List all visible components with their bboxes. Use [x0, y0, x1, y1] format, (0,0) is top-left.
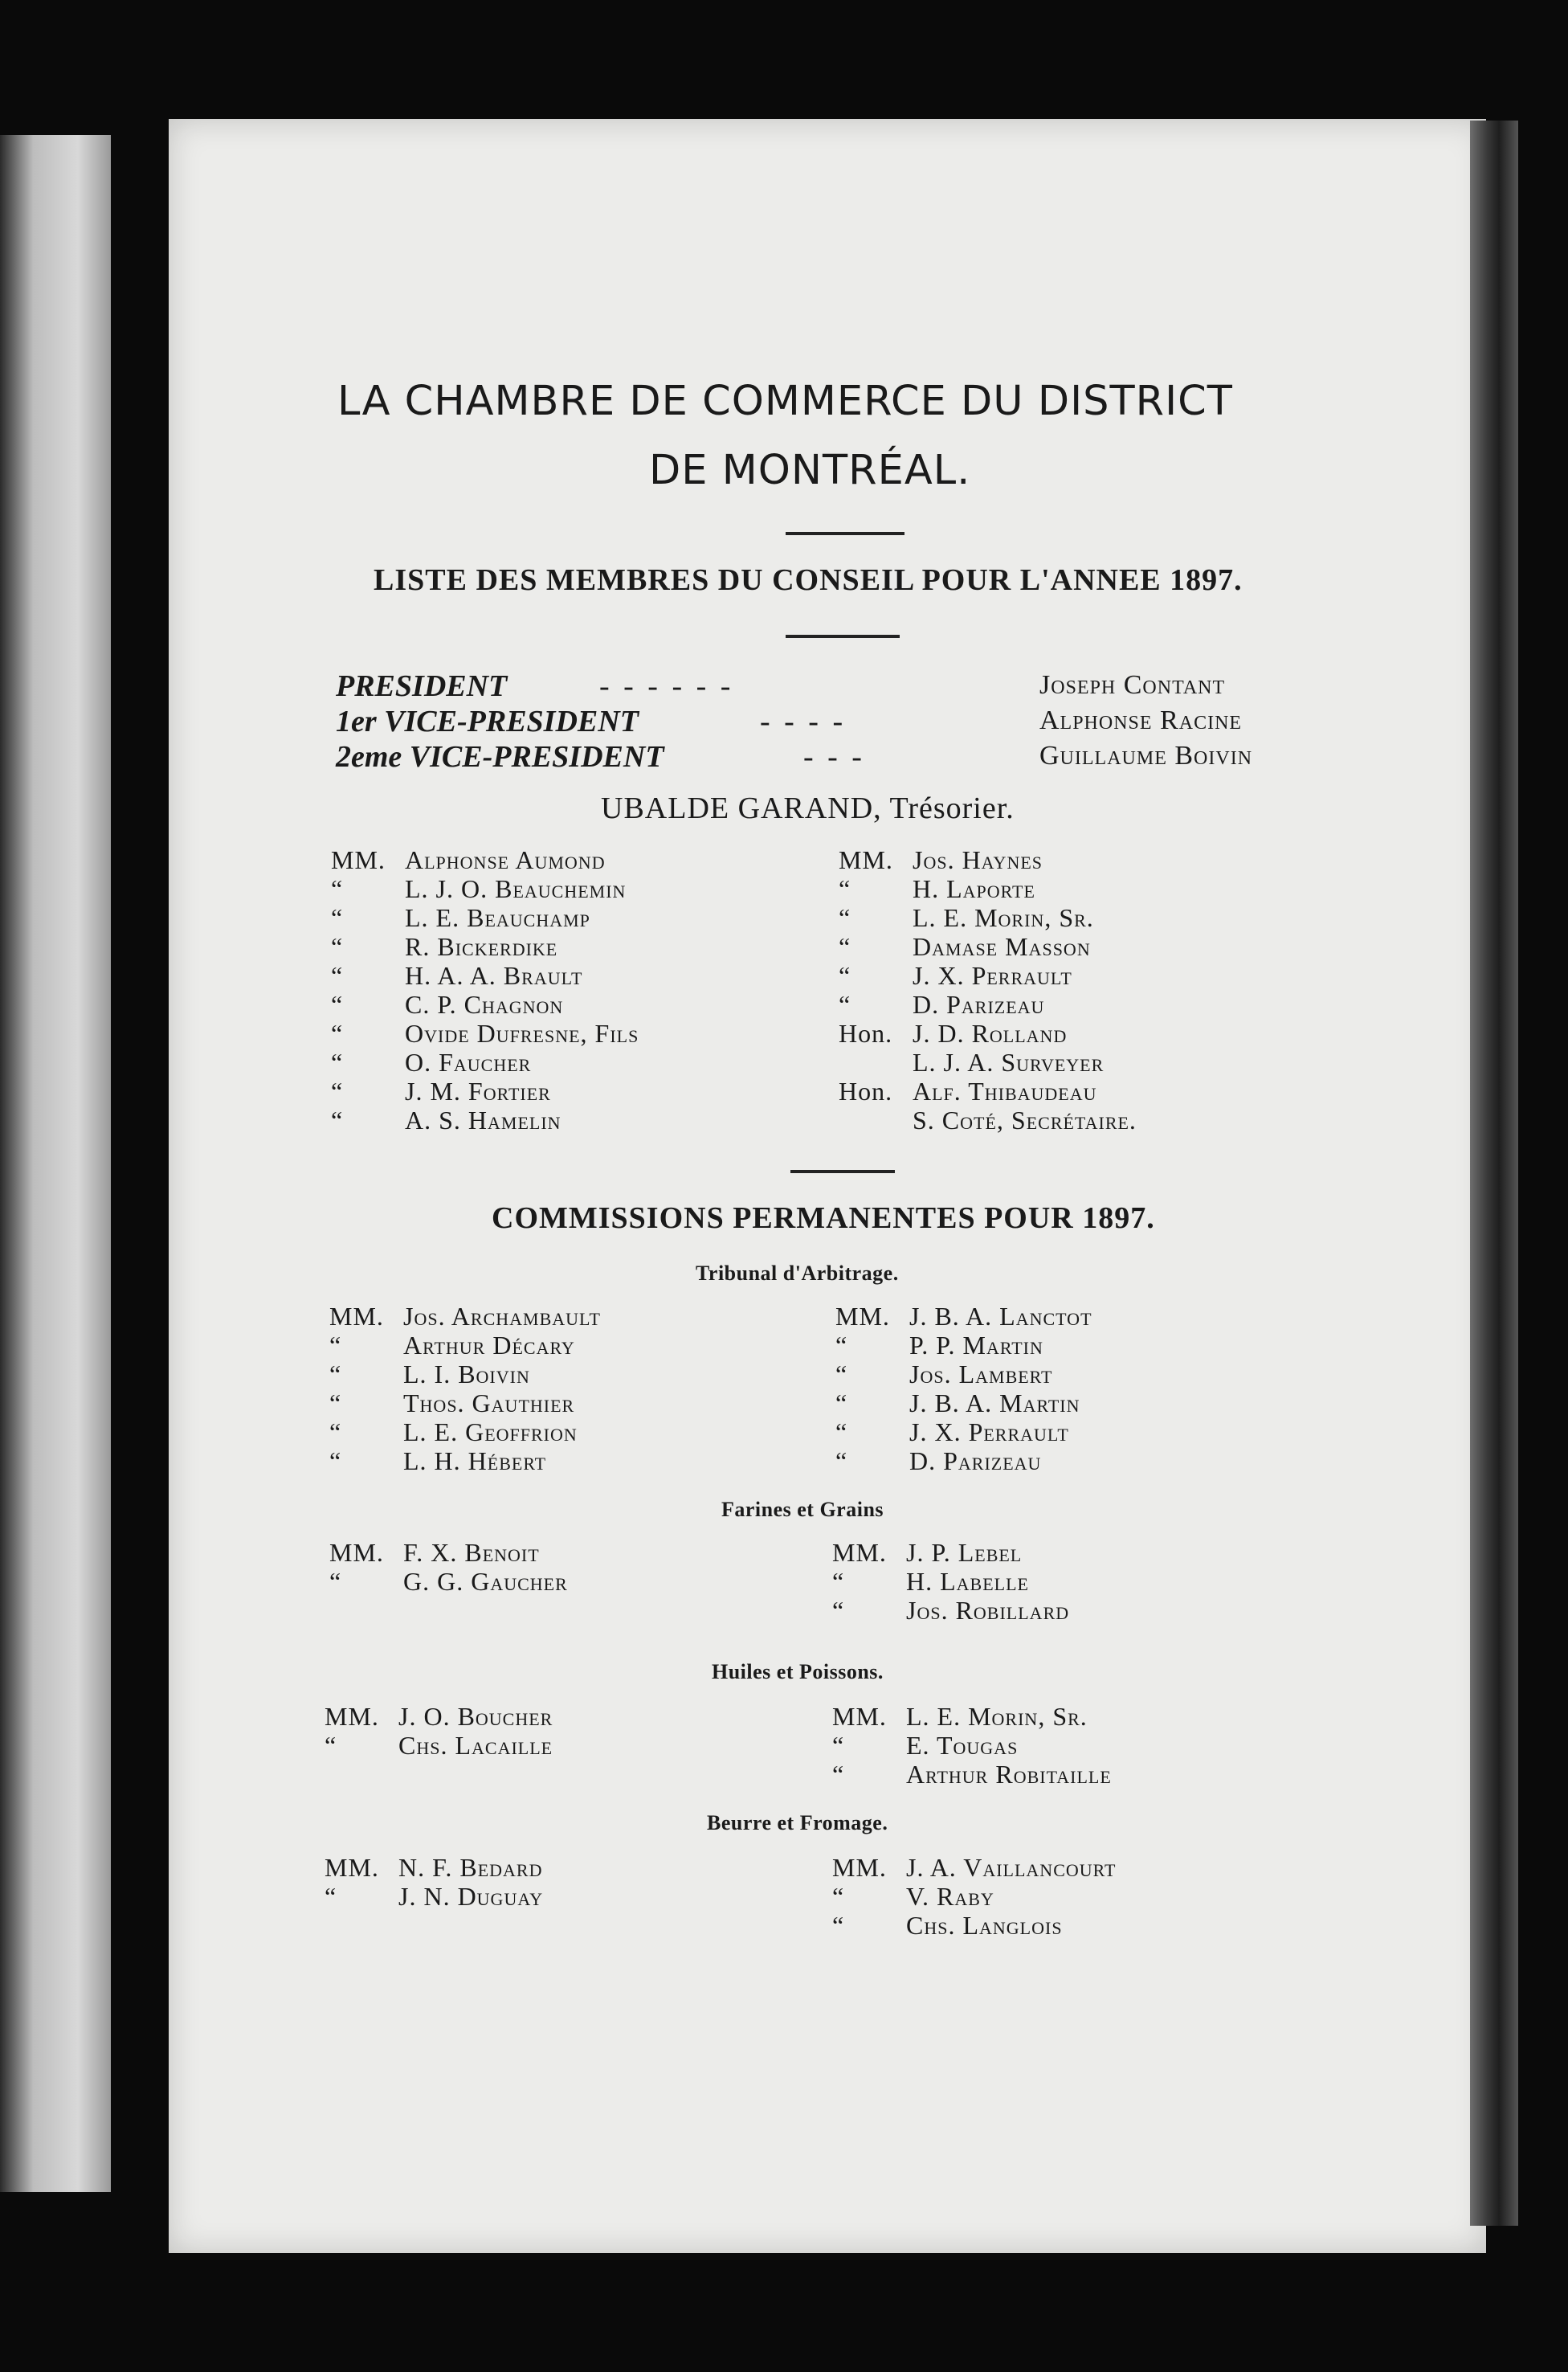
member-prefix: MM.: [839, 845, 893, 874]
member-name: Chs. Lacaille: [398, 1731, 553, 1760]
member-line: [835, 1417, 1069, 1447]
member-line: [839, 845, 1043, 875]
member-line: [331, 1048, 531, 1078]
member-line: [839, 903, 1094, 933]
member-line: [835, 1446, 1041, 1476]
member-line: [331, 874, 626, 904]
member-prefix: MM.: [835, 1302, 890, 1331]
member-name: J. D. Rolland: [913, 1019, 1068, 1048]
member-line: [329, 1388, 574, 1418]
member-name: C. P. Chagnon: [405, 990, 564, 1019]
member-line: [835, 1360, 1052, 1389]
member-line: [331, 845, 606, 875]
member-line: [331, 1106, 561, 1135]
member-line: [325, 1882, 543, 1912]
member-prefix: “: [329, 1417, 342, 1446]
officer-dashes: - - - - - -: [599, 669, 734, 703]
council-list-subtitle: LISTE DES MEMBRES DU CONSEIL POUR L'ANNEE 1897.: [374, 563, 1243, 597]
member-name: L. I. Boivin: [403, 1360, 530, 1388]
member-name: J. B. A. Martin: [909, 1388, 1080, 1417]
member-prefix: “: [329, 1360, 342, 1388]
member-name: Jos. Lambert: [909, 1360, 1053, 1388]
member-line: [329, 1417, 578, 1447]
member-line: [839, 1019, 1067, 1049]
member-name: J. X. Perrault: [913, 961, 1072, 990]
section-heading: Beurre et Fromage.: [707, 1811, 888, 1834]
member-line: [331, 961, 582, 991]
member-name: L. E. Morin, Sr.: [906, 1702, 1088, 1731]
member-line: [839, 1106, 1137, 1135]
divider-1: [786, 532, 904, 535]
member-prefix: “: [331, 1077, 344, 1106]
member-name: Chs. Langlois: [906, 1911, 1063, 1940]
member-prefix: “: [839, 932, 851, 961]
member-prefix: “: [835, 1446, 848, 1475]
member-line: [329, 1538, 540, 1568]
member-line: [331, 990, 563, 1020]
member-prefix: “: [331, 1019, 344, 1048]
member-name: L. E. Morin, Sr.: [913, 903, 1094, 932]
member-prefix: “: [835, 1331, 848, 1360]
member-name: A. S. Hamelin: [405, 1106, 561, 1135]
member-line: [329, 1331, 575, 1360]
member-name: Jos. Haynes: [913, 845, 1043, 874]
member-prefix: “: [331, 903, 344, 932]
member-prefix: MM.: [329, 1538, 384, 1567]
officer-dashes: - - -: [803, 740, 865, 774]
member-prefix: MM.: [325, 1853, 379, 1882]
member-line: [839, 990, 1044, 1020]
member-line: [331, 903, 590, 933]
member-name: F. X. Benoit: [403, 1538, 540, 1567]
member-name: J. N. Duguay: [398, 1882, 544, 1911]
member-name: J. P. Lebel: [906, 1538, 1023, 1567]
member-prefix: “: [331, 990, 344, 1019]
member-prefix: “: [839, 874, 851, 903]
member-name: H. A. A. Brault: [405, 961, 583, 990]
member-name: Ovide Dufresne, Fils: [405, 1019, 639, 1048]
member-name: G. G. Gaucher: [403, 1567, 568, 1596]
member-name: Damase Masson: [913, 932, 1091, 961]
member-line: [331, 1019, 639, 1049]
member-prefix: MM.: [329, 1302, 384, 1331]
member-line: [832, 1882, 994, 1912]
member-prefix: “: [329, 1331, 342, 1360]
member-prefix: MM.: [832, 1538, 887, 1567]
member-prefix: [839, 1106, 913, 1135]
member-name: L. E. Beauchamp: [405, 903, 590, 932]
member-name: J. B. A. Lanctot: [909, 1302, 1092, 1331]
officer-dashes: - - - -: [760, 705, 847, 738]
member-name: Arthur Décary: [403, 1331, 575, 1360]
member-prefix: “: [832, 1567, 845, 1596]
member-name: D. Parizeau: [909, 1446, 1042, 1475]
member-prefix: “: [325, 1882, 337, 1911]
member-prefix: “: [839, 903, 851, 932]
officer-name: Alphonse Racine: [1039, 705, 1243, 735]
member-line: [329, 1360, 530, 1389]
member-name: Jos. Robillard: [906, 1596, 1070, 1625]
member-name: D. Parizeau: [913, 990, 1045, 1019]
member-line: [839, 961, 1072, 991]
member-prefix: “: [329, 1388, 342, 1417]
member-prefix: “: [329, 1567, 342, 1596]
member-prefix: “: [832, 1911, 845, 1940]
member-line: [329, 1302, 601, 1331]
member-name: R. Bickerdike: [405, 932, 558, 961]
member-name: L. J. O. Beauchemin: [405, 874, 627, 903]
member-prefix: “: [835, 1417, 848, 1446]
member-prefix: “: [832, 1760, 845, 1789]
member-name: N. F. Bedard: [398, 1853, 543, 1882]
member-prefix: “: [832, 1596, 845, 1625]
officer-name: Joseph Contant: [1039, 670, 1226, 700]
member-line: [832, 1911, 1063, 1941]
member-prefix: “: [331, 1106, 344, 1135]
member-name: H. Laporte: [913, 874, 1035, 903]
member-line: [331, 932, 557, 962]
book-spine: [1470, 121, 1518, 2226]
member-name: H. Labelle: [906, 1567, 1029, 1596]
member-line: [325, 1853, 542, 1883]
member-line: [835, 1331, 1043, 1360]
member-prefix: “: [329, 1446, 342, 1475]
document-page: [169, 119, 1486, 2253]
member-line: [839, 1077, 1097, 1106]
member-line: [839, 1048, 1104, 1078]
member-prefix: MM.: [325, 1702, 379, 1731]
member-prefix: Hon.: [839, 1019, 893, 1048]
commissions-title: COMMISSIONS PERMANENTES POUR 1897.: [492, 1201, 1155, 1235]
member-prefix: “: [331, 961, 344, 990]
member-prefix: “: [839, 990, 851, 1019]
officer-role: 1er VICE-PRESIDENT: [336, 705, 639, 738]
member-line: [329, 1567, 568, 1597]
member-prefix: “: [331, 874, 344, 903]
member-line: [832, 1702, 1088, 1732]
member-prefix: MM.: [832, 1853, 887, 1882]
section-heading: Farines et Grains: [721, 1498, 884, 1521]
treasurer-line: UBALDE GARAND, Trésorier.: [601, 791, 1015, 825]
member-line: [325, 1702, 553, 1732]
member-name: Thos. Gauthier: [403, 1388, 575, 1417]
member-name: E. Tougas: [906, 1731, 1019, 1760]
member-line: [835, 1388, 1080, 1418]
member-prefix: “: [832, 1882, 845, 1911]
member-name: L. J. A. Surveyer: [913, 1048, 1105, 1077]
page-title-line1: LA CHAMBRE DE COMMERCE DU DISTRICT: [337, 378, 1233, 425]
member-line: [331, 1077, 551, 1106]
officer-name: Guillaume Boivin: [1039, 741, 1253, 771]
member-name: J. A. Vaillancourt: [906, 1853, 1117, 1882]
divider-2: [786, 635, 900, 638]
member-name: Alf. Thibaudeau: [913, 1077, 1097, 1106]
officer-role: 2eme VICE-PRESIDENT: [336, 740, 664, 774]
member-name: J. O. Boucher: [398, 1702, 553, 1731]
member-line: [325, 1731, 553, 1761]
member-line: [832, 1538, 1022, 1568]
member-prefix: “: [835, 1360, 848, 1388]
member-prefix: “: [325, 1731, 337, 1760]
member-name: J. X. Perrault: [909, 1417, 1069, 1446]
member-name: J. M. Fortier: [405, 1077, 551, 1106]
member-name: L. E. Geoffrion: [403, 1417, 578, 1446]
member-prefix: MM.: [331, 845, 386, 874]
member-name: Alphonse Aumond: [405, 845, 606, 874]
facing-page-edge: [0, 135, 111, 2192]
member-name: V. Raby: [906, 1882, 994, 1911]
member-prefix: “: [839, 961, 851, 990]
member-line: [839, 874, 1035, 904]
member-prefix: “: [832, 1731, 845, 1760]
member-prefix: “: [835, 1388, 848, 1417]
member-name: Jos. Archambault: [403, 1302, 601, 1331]
divider-3: [790, 1170, 895, 1173]
member-name: P. P. Martin: [909, 1331, 1043, 1360]
member-name: Arthur Robitaille: [906, 1760, 1112, 1789]
member-line: [832, 1760, 1112, 1789]
member-prefix: Hon.: [839, 1077, 893, 1106]
member-line: [832, 1731, 1018, 1761]
member-name: S. Coté, Secrétaire.: [913, 1106, 1137, 1135]
section-heading: Huiles et Poissons.: [712, 1660, 884, 1683]
section-heading: Tribunal d'Arbitrage.: [696, 1262, 899, 1285]
member-line: [832, 1596, 1069, 1626]
member-line: [329, 1446, 546, 1476]
officer-role: PRESIDENT: [336, 669, 508, 703]
member-prefix: “: [331, 1048, 344, 1077]
member-prefix: “: [331, 932, 344, 961]
page-title-line2: DE MONTRÉAL.: [649, 447, 971, 494]
member-line: [832, 1567, 1029, 1597]
member-line: [835, 1302, 1092, 1331]
member-prefix: [839, 1048, 913, 1078]
member-line: [839, 932, 1091, 962]
member-line: [832, 1853, 1116, 1883]
member-prefix: MM.: [832, 1702, 887, 1731]
member-name: O. Faucher: [405, 1048, 532, 1077]
member-name: L. H. Hébert: [403, 1446, 547, 1475]
